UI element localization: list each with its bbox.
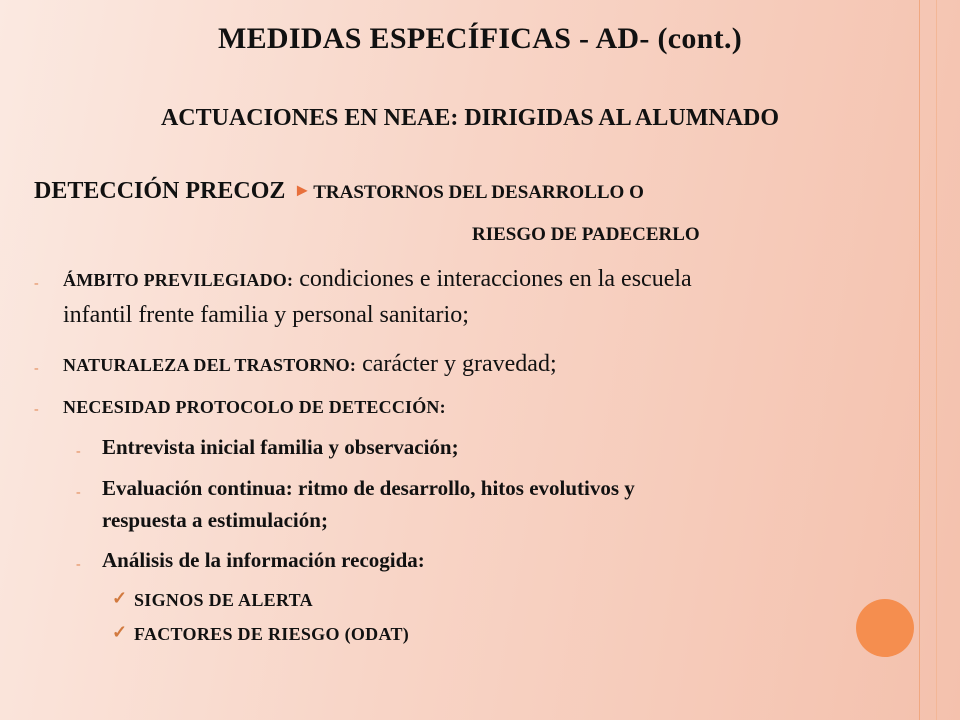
- slide-title: MEDIDAS ESPECÍFICAS - AD- (cont.): [217, 22, 743, 55]
- list-item-ambito: [63, 266, 692, 293]
- subitem-evaluacion-continued: respuesta a estimulación;: [102, 508, 328, 532]
- arrow-icon: ►: [293, 180, 312, 200]
- list-item-protocolo: [63, 397, 446, 418]
- bullet-dash: -: [76, 557, 81, 572]
- item-label: NATURALEZA DEL TRASTORNO:: [63, 355, 357, 375]
- bullet-dash: -: [34, 276, 39, 291]
- item-label: ÁMBITO PREVILEGIADO:: [63, 270, 294, 290]
- bullet-dash: -: [34, 361, 39, 376]
- detection-line-2: RIESGO DE PADECERLO: [472, 224, 700, 245]
- decorative-circle: [856, 599, 914, 657]
- slide-subtitle: ACTUACIONES EN NEAE: DIRIGIDAS AL ALUMNADO: [160, 105, 780, 131]
- item-text: carácter y gravedad;: [356, 351, 557, 377]
- list-item-naturaleza: [63, 351, 557, 378]
- bullet-dash: -: [34, 402, 39, 417]
- detection-line-1: TRASTORNOS DEL DESARROLLO O: [313, 182, 644, 203]
- detection-heading: [34, 178, 644, 205]
- item-label: NECESIDAD PROTOCOLO DE DETECCIÓN:: [63, 397, 446, 417]
- detection-title: DETECCIÓN PRECOZ: [34, 178, 286, 204]
- bullet-dash: -: [76, 444, 81, 459]
- subitem-evaluacion: Evaluación continua: ritmo de desarrollo, hitos evolutivos y: [102, 476, 635, 500]
- check-item-factores: FACTORES DE RIESGO (ODAT): [134, 624, 410, 644]
- checkmark-icon: ✓: [112, 588, 128, 608]
- subitem-analisis: Análisis de la información recogida:: [102, 548, 425, 572]
- item-text-continued: infantil frente familia y personal sanitario;: [63, 302, 469, 328]
- subitem-entrevista: Entrevista inicial familia y observación;: [102, 435, 459, 459]
- item-text: condiciones e interacciones en la escuela: [293, 266, 692, 292]
- bullet-dash: -: [76, 485, 81, 500]
- check-item-signos: SIGNOS DE ALERTA: [134, 590, 313, 610]
- checkmark-icon: ✓: [112, 622, 128, 642]
